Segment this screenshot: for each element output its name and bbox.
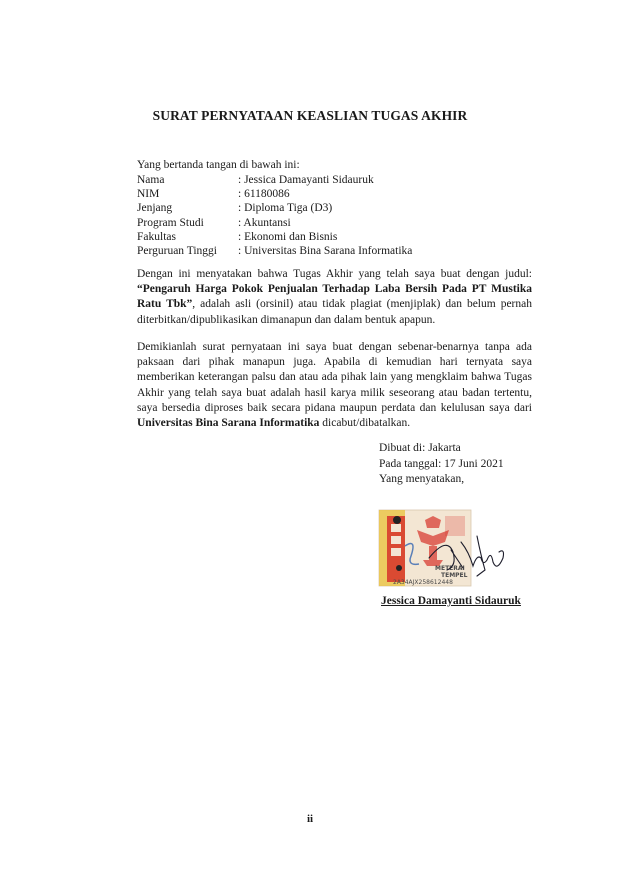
stamp-label-2: TEMPEL (441, 572, 468, 579)
stamp-label-1: METERAI (435, 565, 465, 572)
identity-label: Jenjang (137, 202, 173, 215)
sign-block (379, 441, 504, 488)
identity-label: Perguruan Tinggi (137, 245, 217, 258)
identity-label: Fakultas (137, 230, 176, 243)
university-name: Universitas Bina Sarana Informatika (137, 417, 320, 430)
intro-text: Yang bertanda tangan di bawah ini: (137, 159, 300, 171)
identity-value: : Jessica Damayanti Sidauruk (238, 174, 374, 186)
identity-value: : Universitas Bina Sarana Informatika (238, 245, 413, 258)
identity-row-program-studi (137, 216, 412, 230)
declaration-end: dicabut/dibatalkan. (319, 417, 411, 430)
identity-value: : 61180086 (238, 188, 290, 201)
stamp-and-signature (377, 506, 527, 590)
thesis-title: “Pengaruh Harga Pokok Penjualan Terhadap Laba Bersih Pada PT Mustika Ratu Tbk” (137, 283, 532, 311)
stamp-serial: 2A34AJX258612448 (393, 579, 453, 586)
declaration-text: Demikianlah surat pernyataan ini saya buat dengan sebenar-benarnya tanpa ada paksaan dari pihak manapun juga. Apabila di kemudian hari ternyata saya memberikan keterangan palsu dan atau ada pihak lain yang mengklaim bahwa Tugas Akhir yang telah saya buat adalah hasil karya milik seseorang atau badan tertentu, saya bersedia diproses baik secara pidana maupun perdata dan kelulusan saya dari (137, 341, 532, 414)
identity-label: Nama (137, 174, 165, 186)
identity-row-nim (137, 187, 412, 201)
sign-date: Pada tanggal: 17 Juni 2021 (379, 457, 504, 470)
identity-row-perguruan-tinggi (137, 244, 412, 258)
identity-label: NIM (137, 188, 160, 201)
identity-value: : Akuntansi (238, 216, 291, 229)
signer-name: Jessica Damayanti Sidauruk (381, 595, 521, 607)
declaration-paragraph (137, 340, 532, 431)
page-number: ii (306, 813, 314, 825)
identity-row-fakultas (137, 230, 412, 244)
identity-row-name (137, 173, 412, 187)
document-title: SURAT PERNYATAAN KEASLIAN TUGAS AKHIR (152, 108, 468, 123)
identity-value: : Ekonomi dan Bisnis (238, 230, 338, 243)
identity-label: Program Studi (137, 216, 204, 229)
statement-rest: , adalah asli (orsinil) atau tidak plagiat (menjiplak) dan belum pernah diterbitkan/dipublikasikan dimanapun dan dalam bentuk apapun. (137, 298, 532, 326)
identity-table (137, 173, 412, 258)
statement-paragraph (137, 267, 532, 328)
sign-place: Dibuat di: Jakarta (379, 442, 461, 454)
statement-lead: Dengan ini menyatakan bahwa Tugas Akhir yang telah saya buat dengan judul: (137, 268, 532, 280)
identity-row-jenjang (137, 201, 412, 215)
meterai-stamp-icon (377, 506, 527, 590)
sign-closing: Yang menyatakan, (379, 473, 465, 485)
identity-value: : Diploma Tiga (D3) (238, 202, 333, 215)
